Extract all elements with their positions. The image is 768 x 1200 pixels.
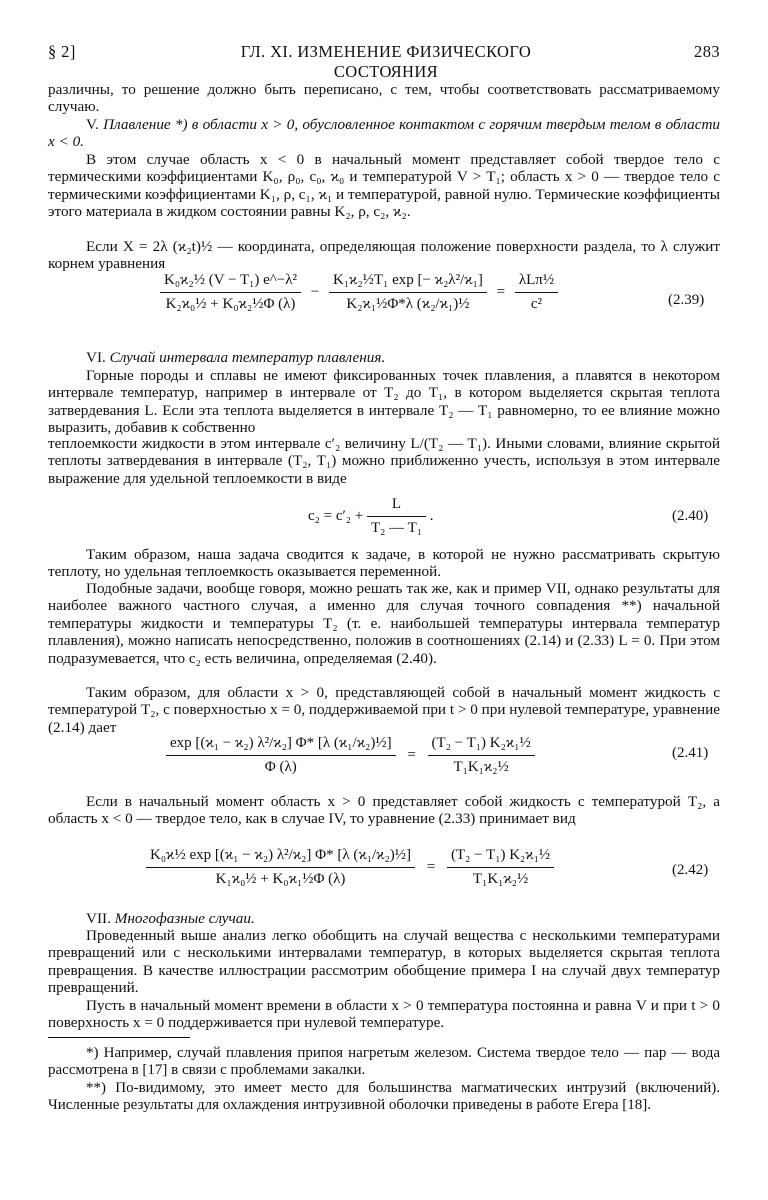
numerator: λLπ½ (515, 272, 558, 293)
denominator: T₁K₁ϰ₂½ (472, 871, 529, 887)
section-number: VII. (86, 910, 111, 927)
numerator: exp [(ϰ₁ − ϰ₂) λ²/ϰ₂] Φ* [λ (ϰ₁/ϰ₂)½] (166, 735, 396, 756)
paragraph: Если в начальный момент область x > 0 представляет собой жидкость с температурой T₂, а область x < 0 — твердое тело, как в случае IV, то уравнение (2.33) принимает вид (48, 793, 720, 828)
denominator: T₁K₁ϰ₂½ (453, 759, 509, 775)
numerator: (T₂ − T₁) K₂ϰ₁½ (447, 847, 554, 868)
section-heading-vi (48, 349, 720, 366)
fraction (146, 847, 415, 888)
section-title: Случай интервала температур плавления. (109, 349, 386, 366)
equals-sign: = (426, 859, 436, 875)
fraction (329, 272, 487, 313)
fraction (515, 272, 558, 313)
paragraph: различны, то решение должно быть переписано, с тем, чтобы соответствовать рассматриваемому случаю. (48, 81, 720, 116)
equals-sign: = (496, 284, 506, 300)
running-title: ГЛ. XI. ИЗМЕНЕНИЕ ФИЗИЧЕСКОГО СОСТОЯНИЯ (240, 42, 532, 81)
minus-sign: − (310, 284, 320, 300)
denominator: K₂ϰ₀½ + K₀ϰ₂½Φ (λ) (165, 296, 296, 312)
period: . (429, 508, 434, 524)
footnote-separator (48, 1037, 190, 1038)
numerator: (T₂ − T₁) K₂ϰ₁½ (428, 735, 535, 756)
equation-lhs: c₂ = c′₂ + (308, 508, 364, 524)
section-title: Многофазные случаи. (114, 910, 255, 927)
denominator: K₁ϰ₀½ + K₀ϰ₁½Φ (λ) (215, 871, 346, 887)
equation-2-39 (160, 272, 558, 313)
fraction (367, 496, 426, 537)
fraction (447, 847, 554, 888)
denominator: Φ (λ) (264, 759, 297, 775)
paragraph: Таким образом, для области x > 0, представляющей собой в начальный момент жидкость с температурой T₂, с поверхностью x = 0, поддерживаемой при t > 0 при нулевой температуре, уравнение (2.14) дает (48, 684, 720, 736)
paragraph: Если X = 2λ (ϰ₂t)½ — координата, определяющая положение поверхности раздела, то λ служит корнем уравнения (48, 238, 720, 273)
section-heading-vii (48, 910, 720, 927)
section-number: V. (86, 116, 99, 133)
equation-2-40 (308, 496, 434, 537)
footnote: *) Например, случай плавления припоя нагретым железом. Система твердое тело — пар — вода рассмотрена в [17] в связи с проблемами закалки. (48, 1045, 720, 1078)
paragraph: Пусть в начальный момент времени в области x > 0 температура постоянна и равна V и при t > 0 поверхность x = 0 поддерживается при нулевой температуре. (48, 997, 720, 1032)
fraction (160, 272, 301, 313)
equation-number: (2.40) (672, 508, 709, 524)
fraction (428, 735, 535, 776)
equation-number: (2.41) (672, 745, 709, 761)
paragraph: В этом случае область x < 0 в начальный момент представляет собой твердое тело с термическими коэффициентами K₀, ρ₀, c₀, ϰ₀ и температурой V > T₁; область x > 0 — твердое тело с термическими коэффициентами K₁, ρ, c₁, ϰ₁ и температурой, равной нулю. Термические коэффициенты этого материала в жидком состоянии равны K₂, ρ, c₂, ϰ₂. (48, 151, 721, 221)
page-number: 283 (694, 42, 720, 61)
equation-2-41 (166, 735, 535, 776)
equals-sign: = (407, 747, 416, 763)
numerator: K₀ϰ₂½ (V − T₁) e^−λ² (160, 272, 301, 293)
numerator: K₁ϰ₂½T₁ exp [− ϰ₂λ²/ϰ₁] (329, 272, 487, 293)
denominator: K₂ϰ₁½Φ*λ (ϰ₂/ϰ₁)½ (346, 296, 470, 312)
paragraph: Подобные задачи, вообще говоря, можно решать так же, как и пример VII, однако результаты для наиболее важного частного случая, а именно для случая точного совпадения **) начальной температуры жидкости и температуры T₂ (т. е. наибольшей температуры интервала температур плавления), можно написать непосредственно, положив в соотношениях (2.14) и (2.33) L = 0. При этом подразумевается, что c₂ есть величина, определяемая (2.40). (48, 580, 720, 667)
section-ref: § 2] (48, 42, 76, 61)
section-number: VI. (86, 349, 106, 366)
paragraph: Проведенный выше анализ легко обобщить на случай вещества с несколькими температурами превращений или с несколькими интервалами температур, в которых выделяется скрытая теплота превращения. В качестве иллюстрации рассмотрим обобщение примера I на случай двух температур превращений. (48, 927, 720, 997)
equation-number: (2.39) (668, 292, 705, 308)
numerator: L (367, 496, 426, 517)
section-title: Плавление *) в области x > 0, обусловленное контактом с горячим твердым телом в области x < 0. (48, 116, 721, 151)
paragraph: Таким образом, наша задача сводится к задаче, в которой не нужно рассматривать скрытую теплоту, но удельная теплоемкость оказывается переменной. (48, 546, 720, 581)
equation-number: (2.42) (672, 862, 709, 878)
fraction (166, 735, 396, 776)
section-heading-v (48, 116, 720, 151)
numerator: K₀ϰ½ exp [(ϰ₁ − ϰ₂) λ²/ϰ₂] Φ* [λ (ϰ₁/ϰ₂)½] (146, 847, 415, 868)
footnote: **) По-видимому, это имеет место для большинства магматических интрузий (включений). Численные результаты для охлаждения интрузивной оболочки приведены в работе Егера [18]. (48, 1080, 720, 1113)
paragraph: теплоемкости жидкости в этом интервале c′₂ величину L/(T₂ — T₁). Иными словами, влияние скрытой теплоты затвердевания в интервале (T₂, T₁) можно приближенно учесть, используя в этом интервале выражение для удельной теплоемкости в виде (48, 435, 720, 487)
paragraph: Горные породы и сплавы не имеют фиксированных точек плавления, а плавятся в некотором интервале температур, например в интервале от T₂ до T₁, в котором выделяется скрытая теплота затвердевания L. Если эта теплота выделяется в интервале T₂ — T₁ равномерно, то ее влияние можно выразить, добавив к собственно (48, 367, 720, 437)
denominator: T₂ — T₁ (370, 520, 422, 536)
equation-2-42 (146, 847, 554, 888)
denominator: c² (530, 296, 543, 312)
